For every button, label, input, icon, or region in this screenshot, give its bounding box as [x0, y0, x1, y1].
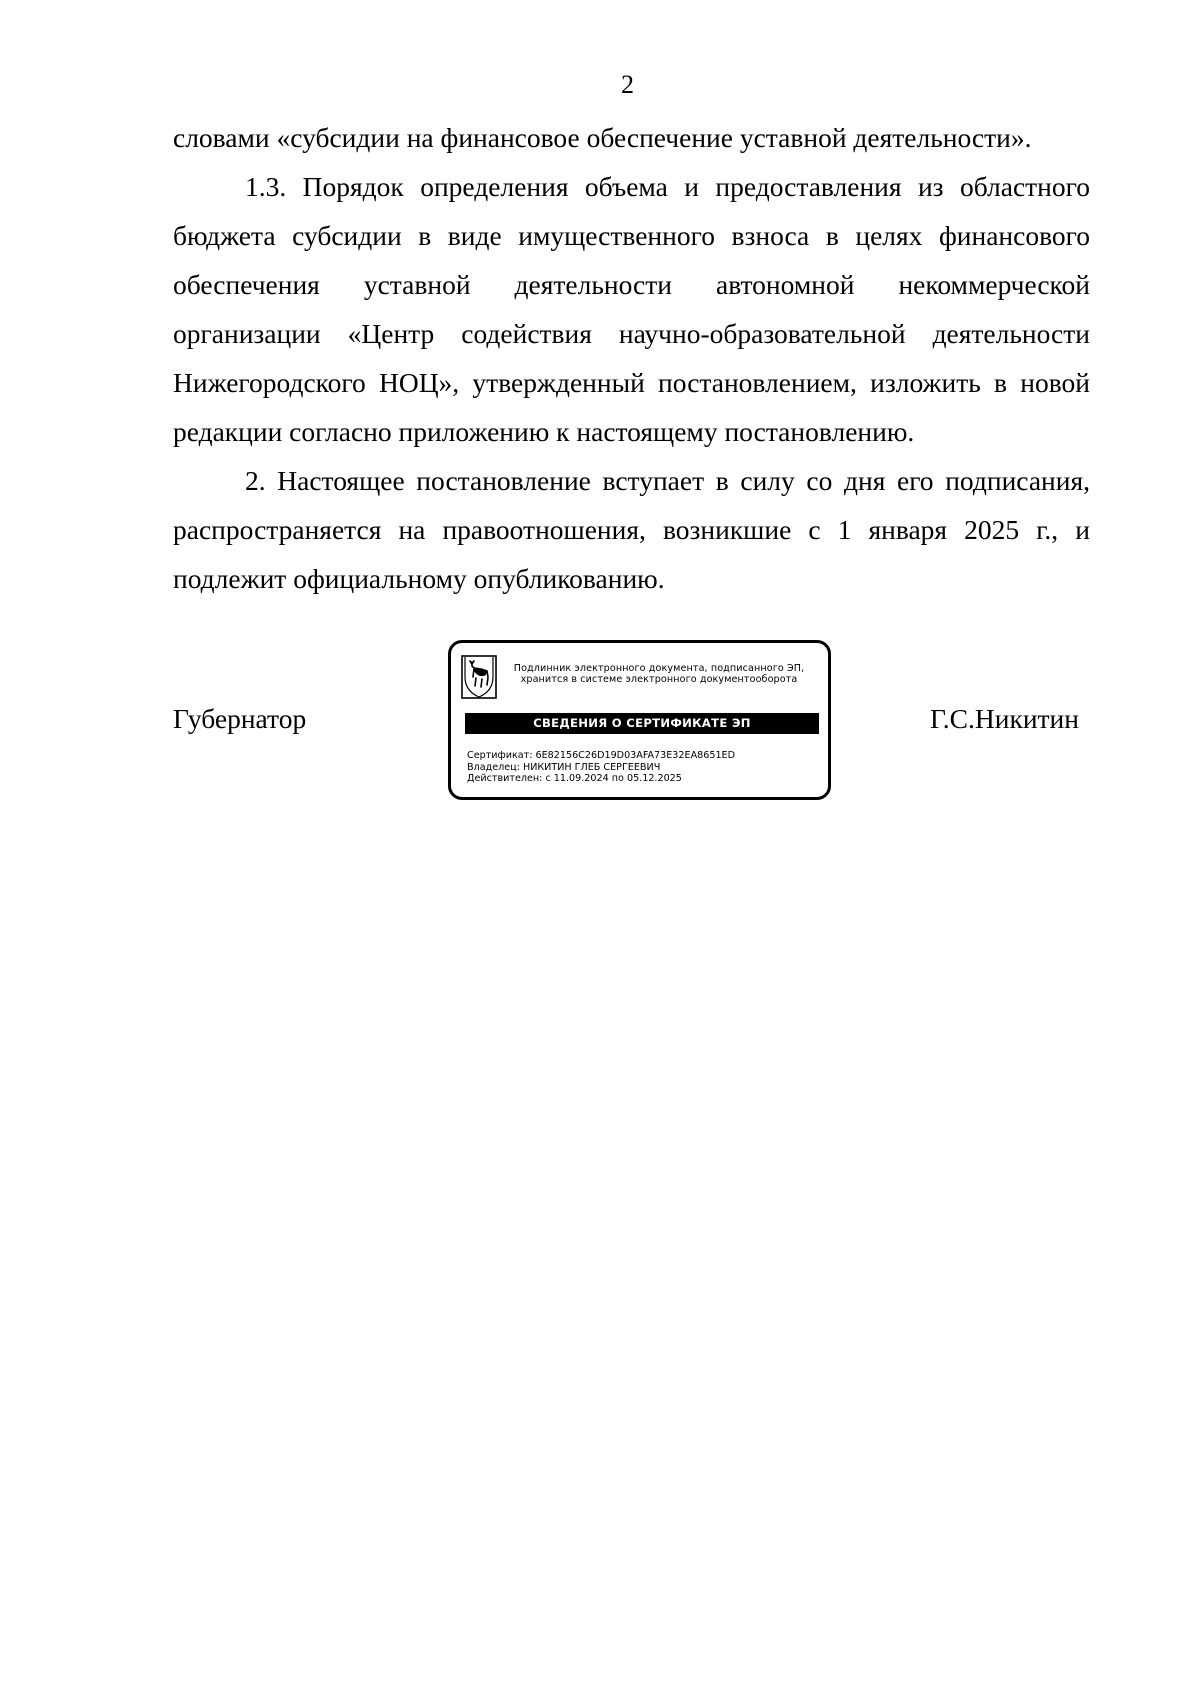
electronic-signature-stamp	[448, 640, 831, 800]
paragraph-1-3: 1.3. Порядок определения объема и предоставления из областного бюджета субсидии в виде имущественного взноса в целях финансового обеспечения уставной деятельности автономной некоммерческой организации «Центр содействия научно-образовательной деятельности Нижегородского НОЦ», утвержденный постановлением, изложить в новой редакции согласно приложению к настоящему постановлению.	[173, 171, 1090, 447]
stamp-header-line1: Подлинник электронного документа, подписанного ЭП,	[513, 663, 805, 674]
document-body	[173, 113, 1090, 603]
paragraph-continuation: словами «субсидии на финансовое обеспечение уставной деятельности».	[173, 122, 1032, 153]
stamp-owner: Владелец: НИКИТИН ГЛЕБ СЕРГЕЕВИЧ	[467, 761, 661, 773]
stamp-details	[467, 750, 822, 785]
stamp-header	[499, 663, 819, 685]
paragraph-2: 2. Настоящее постановление вступает в силу со дня его подписания, распространяется на правоотношения, возникшие с 1 января 2025 г., и подлежит официальному опубликованию.	[173, 465, 1090, 594]
stamp-validity: Действителен: с 11.09.2024 по 05.12.2025	[467, 773, 682, 785]
deer-emblem-icon	[461, 655, 497, 699]
page-number: 2	[621, 70, 634, 99]
stamp-certificate: Сертификат: 6E82156C26D19D03AFA73E32EA8651ED	[467, 750, 736, 761]
signer-name: Г.С.Никитин	[930, 703, 1079, 734]
stamp-header-line2: хранится в системе электронного документооборота	[520, 674, 798, 685]
signer-position: Губернатор	[173, 703, 307, 734]
stamp-title: СВЕДЕНИЯ О СЕРТИФИКАТЕ ЭП	[465, 713, 819, 734]
